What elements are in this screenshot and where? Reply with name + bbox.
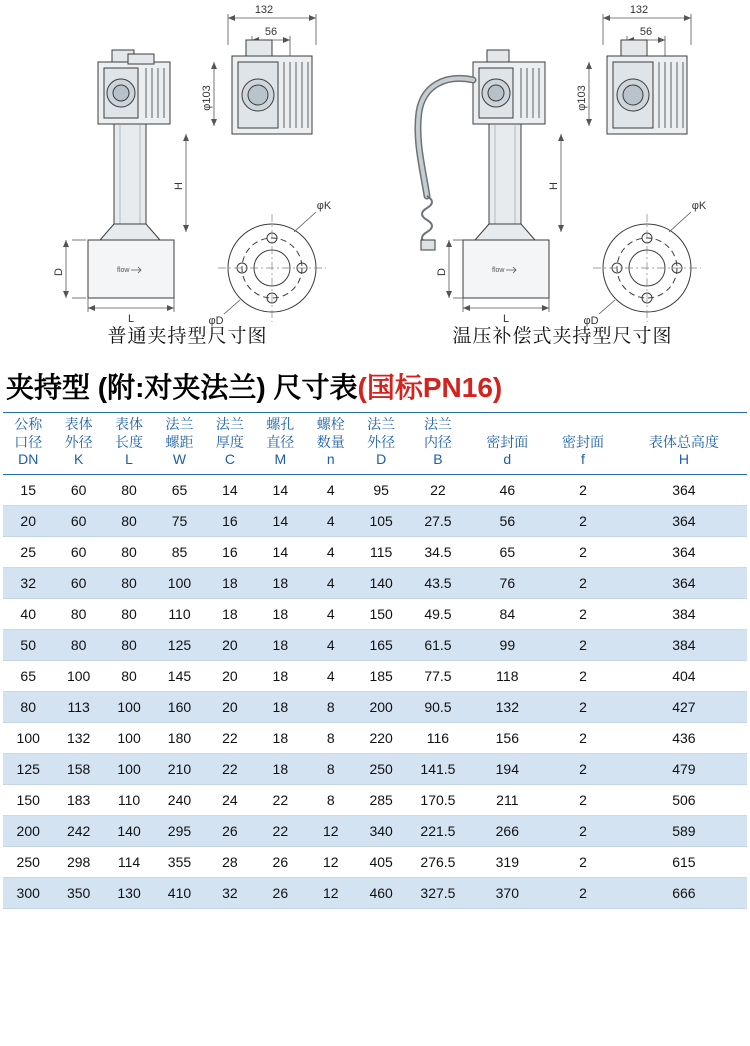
table-cell: 16: [205, 536, 255, 567]
table-cell: 2: [545, 505, 621, 536]
table-cell: 300: [3, 877, 53, 908]
table-cell: 80: [104, 474, 154, 505]
table-cell: 12: [306, 846, 356, 877]
table-row: [3, 598, 747, 629]
table-row: [3, 536, 747, 567]
table-cell: 90.5: [406, 691, 469, 722]
header-line-1: 法兰: [367, 416, 396, 432]
table-cell: 276.5: [406, 846, 469, 877]
table-body: [3, 474, 747, 908]
dim-phiD: φD: [208, 315, 224, 327]
dim-H: H: [173, 182, 185, 190]
table-cell: 15: [3, 474, 53, 505]
col-header-seal-f: [545, 413, 621, 475]
table-cell: 65: [470, 536, 546, 567]
header-symbol: C: [224, 451, 235, 467]
table-cell: 80: [53, 598, 103, 629]
table-cell: 240: [154, 784, 204, 815]
table-cell: 60: [53, 505, 103, 536]
table-cell: 26: [205, 815, 255, 846]
header-line-2: 数量: [316, 433, 345, 450]
table-cell: 110: [154, 598, 204, 629]
table-cell: 285: [356, 784, 406, 815]
table-row: [3, 567, 747, 598]
table-cell: 370: [470, 877, 546, 908]
table-cell: 25: [3, 536, 53, 567]
table-cell: 221.5: [406, 815, 469, 846]
table-cell: 405: [356, 846, 406, 877]
table-cell: 185: [356, 660, 406, 691]
table-cell: 160: [154, 691, 204, 722]
table-cell: 18: [255, 722, 305, 753]
table-cell: 27.5: [406, 505, 469, 536]
header-line-1: 螺孔: [266, 416, 295, 432]
dim-phiK: φK: [316, 200, 332, 212]
table-cell: 49.5: [406, 598, 469, 629]
dim-D: D: [53, 268, 65, 276]
table-cell: 355: [154, 846, 204, 877]
table-cell: 364: [621, 474, 747, 505]
table-row: [3, 784, 747, 815]
header-line-2: 厚度: [215, 433, 244, 450]
table-cell: 46: [470, 474, 546, 505]
table-cell: 410: [154, 877, 204, 908]
dim-L: L: [127, 313, 135, 325]
header-line-2: 内径: [423, 433, 452, 450]
table-cell: 158: [53, 753, 103, 784]
table-cell: 14: [255, 505, 305, 536]
table-cell: 20: [3, 505, 53, 536]
table-cell: 60: [53, 474, 103, 505]
table-cell: 40: [3, 598, 53, 629]
table-cell: 8: [306, 722, 356, 753]
table-cell: 180: [154, 722, 204, 753]
dim-56: 56: [639, 26, 653, 38]
header-symbol: K: [73, 451, 84, 467]
dim-phi103: φ103: [201, 85, 213, 111]
table-row: [3, 629, 747, 660]
table-cell: 298: [53, 846, 103, 877]
table-cell: 319: [470, 846, 546, 877]
table-cell: 80: [3, 691, 53, 722]
col-header-c: [205, 413, 255, 475]
table-cell: 4: [306, 536, 356, 567]
table-cell: 18: [255, 691, 305, 722]
table-cell: 8: [306, 753, 356, 784]
col-header-d-outer: [356, 413, 406, 475]
table-cell: 65: [154, 474, 204, 505]
table-cell: 140: [104, 815, 154, 846]
col-header-w: [154, 413, 204, 475]
dim-phi103: φ103: [576, 85, 588, 111]
table-cell: 2: [545, 598, 621, 629]
table-cell: 32: [205, 877, 255, 908]
table-cell: 364: [621, 536, 747, 567]
table-cell: 77.5: [406, 660, 469, 691]
table-cell: 150: [356, 598, 406, 629]
table-cell: 18: [255, 660, 305, 691]
table-cell: 22: [205, 722, 255, 753]
table-cell: 364: [621, 505, 747, 536]
svg-text:flow: flow: [492, 267, 505, 274]
table-cell: 4: [306, 598, 356, 629]
table-row: [3, 660, 747, 691]
table-cell: 295: [154, 815, 204, 846]
table-cell: 80: [104, 629, 154, 660]
table-cell: 170.5: [406, 784, 469, 815]
col-header-n: [306, 413, 356, 475]
table-cell: 2: [545, 753, 621, 784]
table-cell: 18: [255, 567, 305, 598]
header-line-1: 法兰: [165, 416, 194, 432]
table-cell: 506: [621, 784, 747, 815]
table-cell: 116: [406, 722, 469, 753]
table-cell: 479: [621, 753, 747, 784]
header-line-2: 外径: [367, 433, 396, 450]
table-cell: 2: [545, 474, 621, 505]
drawings-section: [0, 0, 750, 360]
svg-text:flow: flow: [117, 267, 130, 274]
table-cell: 141.5: [406, 753, 469, 784]
table-cell: 60: [53, 536, 103, 567]
table-cell: 32: [3, 567, 53, 598]
table-cell: 99: [470, 629, 546, 660]
header-line-1: 公称: [14, 416, 43, 432]
table-cell: 20: [205, 629, 255, 660]
table-cell: 34.5: [406, 536, 469, 567]
header-line-2: 密封面: [561, 433, 604, 450]
table-cell: 8: [306, 784, 356, 815]
table-cell: 20: [205, 691, 255, 722]
table-cell: 22: [406, 474, 469, 505]
table-cell: 210: [154, 753, 204, 784]
table-cell: 80: [104, 660, 154, 691]
table-cell: 384: [621, 598, 747, 629]
table-cell: 132: [53, 722, 103, 753]
header-symbol: f: [581, 451, 585, 467]
table-cell: 250: [3, 846, 53, 877]
header-symbol: n: [326, 451, 335, 467]
table-cell: 114: [104, 846, 154, 877]
table-cell: 2: [545, 660, 621, 691]
table-cell: 105: [356, 505, 406, 536]
table-cell: 14: [255, 474, 305, 505]
table-cell: 16: [205, 505, 255, 536]
table-cell: 113: [53, 691, 103, 722]
table-cell: 18: [255, 753, 305, 784]
dim-D: D: [436, 268, 448, 276]
header-line-1: 螺栓: [316, 416, 345, 432]
header-line-1: 法兰: [215, 416, 244, 432]
table-cell: 266: [470, 815, 546, 846]
table-cell: 100: [104, 691, 154, 722]
header-line-1: 法兰: [423, 416, 452, 432]
table-cell: 100: [3, 722, 53, 753]
dim-L: L: [502, 313, 510, 325]
table-cell: 130: [104, 877, 154, 908]
header-line-2: 外径: [64, 433, 93, 450]
table-cell: 14: [205, 474, 255, 505]
title-accent-text: (国标PN16): [357, 372, 503, 403]
caption-standard-clamp: 普通夹持型尺寸图: [107, 326, 268, 347]
table-cell: 427: [621, 691, 747, 722]
caption-temp-pressure-clamp: 温压补偿式夹持型尺寸图: [452, 326, 673, 347]
table-row: [3, 753, 747, 784]
table-cell: 22: [255, 784, 305, 815]
table-cell: 100: [53, 660, 103, 691]
table-cell: 24: [205, 784, 255, 815]
header-symbol: B: [433, 451, 443, 467]
table-cell: 364: [621, 567, 747, 598]
table-cell: 211: [470, 784, 546, 815]
table-row: [3, 505, 747, 536]
dim-phiD: φD: [583, 315, 599, 327]
header-line-2: 长度: [115, 433, 144, 450]
table-cell: 8: [306, 691, 356, 722]
table-cell: 4: [306, 660, 356, 691]
table-cell: 125: [3, 753, 53, 784]
dim-132: 132: [254, 4, 274, 16]
table-cell: 436: [621, 722, 747, 753]
dim-132: 132: [629, 4, 649, 16]
header-line-1: 表体: [64, 416, 93, 432]
table-cell: 2: [545, 784, 621, 815]
table-cell: 4: [306, 505, 356, 536]
table-cell: 666: [621, 877, 747, 908]
table-cell: 118: [470, 660, 546, 691]
dim-56: 56: [264, 26, 278, 38]
table-cell: 2: [545, 629, 621, 660]
header-line-2: 密封面: [486, 433, 529, 450]
table-cell: 22: [205, 753, 255, 784]
table-header: [3, 413, 747, 475]
col-header-total-height: [621, 413, 747, 475]
table-cell: 50: [3, 629, 53, 660]
table-cell: 2: [545, 846, 621, 877]
table-cell: 95: [356, 474, 406, 505]
table-cell: 43.5: [406, 567, 469, 598]
header-line-2: 直径: [266, 433, 295, 450]
table-cell: 165: [356, 629, 406, 660]
table-cell: 100: [104, 722, 154, 753]
table-cell: 80: [53, 629, 103, 660]
drawing-standard-clamp: [0, 0, 375, 360]
table-cell: 26: [255, 846, 305, 877]
spec-table-title: [0, 360, 750, 412]
table-cell: 250: [356, 753, 406, 784]
table-cell: 80: [104, 536, 154, 567]
table-cell: 20: [205, 660, 255, 691]
table-row: [3, 474, 747, 505]
table-cell: 12: [306, 877, 356, 908]
table-cell: 60: [53, 567, 103, 598]
table-cell: 28: [205, 846, 255, 877]
table-cell: 80: [104, 505, 154, 536]
table-cell: 460: [356, 877, 406, 908]
header-symbol: H: [678, 451, 689, 467]
table-cell: 384: [621, 629, 747, 660]
table-row: [3, 846, 747, 877]
table-cell: 18: [205, 567, 255, 598]
header-symbol: W: [172, 451, 187, 467]
table-cell: 26: [255, 877, 305, 908]
title-main-text: 夹持型 (附:对夹法兰) 尺寸表: [6, 372, 358, 403]
table-row: [3, 722, 747, 753]
table-cell: 4: [306, 474, 356, 505]
table-cell: 220: [356, 722, 406, 753]
table-cell: 4: [306, 629, 356, 660]
header-symbol: DN: [18, 451, 39, 467]
table-cell: 75: [154, 505, 204, 536]
table-row: [3, 691, 747, 722]
header-symbol: d: [503, 451, 512, 467]
table-cell: 125: [154, 629, 204, 660]
figure-standard-clamp: [0, 0, 375, 360]
dim-H: H: [548, 182, 560, 190]
table-cell: 589: [621, 815, 747, 846]
table-cell: 183: [53, 784, 103, 815]
dimension-spec-table: [3, 412, 747, 909]
table-cell: 150: [3, 784, 53, 815]
table-cell: 18: [255, 598, 305, 629]
table-cell: 12: [306, 815, 356, 846]
table-cell: 100: [104, 753, 154, 784]
table-cell: 80: [104, 598, 154, 629]
table-cell: 61.5: [406, 629, 469, 660]
table-cell: 2: [545, 536, 621, 567]
table-cell: 14: [255, 536, 305, 567]
table-cell: 4: [306, 567, 356, 598]
table-cell: 80: [104, 567, 154, 598]
col-header-m: [255, 413, 305, 475]
figure-temp-pressure-clamp: [375, 0, 750, 360]
table-cell: 56: [470, 505, 546, 536]
table-cell: 132: [470, 691, 546, 722]
table-cell: 350: [53, 877, 103, 908]
table-cell: 18: [255, 629, 305, 660]
header-line-2: 表体总高度: [648, 433, 719, 450]
table-cell: 2: [545, 691, 621, 722]
table-cell: 110: [104, 784, 154, 815]
col-header-b: [406, 413, 469, 475]
table-cell: 200: [3, 815, 53, 846]
table-cell: 85: [154, 536, 204, 567]
col-header-k: [53, 413, 103, 475]
table-cell: 18: [205, 598, 255, 629]
table-cell: 2: [545, 877, 621, 908]
header-line-2: 螺距: [165, 433, 194, 450]
header-symbol: D: [376, 451, 387, 467]
header-symbol: M: [274, 451, 287, 467]
table-cell: 194: [470, 753, 546, 784]
table-cell: 84: [470, 598, 546, 629]
header-line-2: 口径: [14, 433, 43, 450]
table-cell: 156: [470, 722, 546, 753]
table-cell: 76: [470, 567, 546, 598]
table-cell: 145: [154, 660, 204, 691]
header-symbol: L: [125, 451, 133, 467]
table-cell: 2: [545, 567, 621, 598]
table-row: [3, 815, 747, 846]
dim-phiK: φK: [691, 200, 707, 212]
table-cell: 65: [3, 660, 53, 691]
table-cell: 340: [356, 815, 406, 846]
table-cell: 2: [545, 815, 621, 846]
table-cell: 115: [356, 536, 406, 567]
header-line-1: 表体: [115, 416, 144, 432]
table-cell: 242: [53, 815, 103, 846]
col-header-dn: [3, 413, 53, 475]
col-header-l: [104, 413, 154, 475]
table-row: [3, 877, 747, 908]
drawing-temp-pressure-clamp: [375, 0, 750, 360]
table-cell: 22: [255, 815, 305, 846]
col-header-seal-d: [470, 413, 546, 475]
table-cell: 327.5: [406, 877, 469, 908]
table-cell: 100: [154, 567, 204, 598]
table-cell: 615: [621, 846, 747, 877]
table-cell: 200: [356, 691, 406, 722]
table-cell: 404: [621, 660, 747, 691]
table-cell: 2: [545, 722, 621, 753]
table-cell: 140: [356, 567, 406, 598]
